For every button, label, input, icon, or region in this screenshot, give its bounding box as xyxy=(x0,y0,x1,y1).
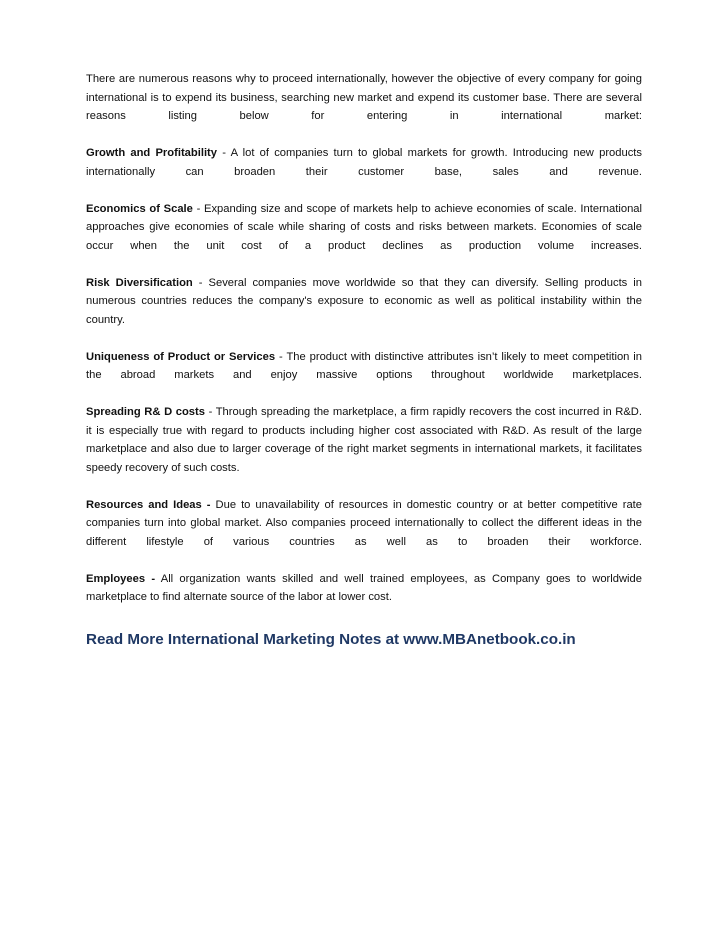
document-page xyxy=(86,70,642,651)
intro-paragraph: There are numerous reasons why to proceed internationally, however the objective of every company for going international is to expend its business, searching new market and expend its customer base. There are several reasons listing below for entering in international market: xyxy=(86,73,642,122)
section-text: Several companies move worldwide so that they can diversify. Selling products in numerous countries reduces the company's exposure to economic as well as political instability within the country. xyxy=(86,276,642,326)
section-growth-profitability xyxy=(86,144,642,181)
section-economics-of-scale xyxy=(86,200,642,256)
read-more-link[interactable]: Read More International Marketing Notes at www.MBAnetbook.co.in xyxy=(86,630,576,648)
section-risk-diversification xyxy=(86,274,642,330)
section-separator: - xyxy=(275,350,287,363)
section-text: Due to unavailability of resources in domestic country or at better competitive rate companies turn into global market. Also companies proceed internationally to collect the different ideas in the different lifestyle of various countries as well as to broaden their workforce. xyxy=(86,498,643,548)
section-heading: Growth and Profitability xyxy=(86,147,218,159)
section-spreading-rd-costs xyxy=(86,403,642,477)
section-separator: - xyxy=(204,406,216,418)
section-separator: - xyxy=(192,276,209,289)
section-text: A lot of companies turn to global markets for growth. Introducing new products internationally can broaden their customer base, sales and revenue. xyxy=(86,147,643,178)
section-separator: - xyxy=(192,202,204,215)
section-text: All organization wants skilled and well trained employees, as Company goes to worldwide marketplace to find alternate source of the labor at lower cost. xyxy=(86,572,642,603)
section-heading: Employees - xyxy=(86,572,156,585)
section-text: Through spreading the marketplace, a firm rapidly recovers the cost incurred in R&D. it is especially true with regard to products including higher cost associated with R&D. As result of the large marketplace and also due to larger coverage of the right market segments in international markets, it facilitates speedy recovery of such costs. xyxy=(86,406,642,474)
section-employees xyxy=(86,570,642,607)
section-heading: Risk Diversification xyxy=(86,276,193,289)
section-separator: - xyxy=(217,147,231,159)
section-heading: Uniqueness of Product or Services xyxy=(86,350,276,363)
section-text: The product with distinctive attributes isn’t likely to meet competition in the abroad markets and enjoy massive options throughout worldwide marketplaces. xyxy=(86,350,643,381)
section-heading: Spreading R& D costs xyxy=(86,406,205,418)
section-text: Expanding size and scope of markets help to achieve economies of scale. International approaches give economies of scale while sharing of costs and risks between markets. Economies of scale occur when the unit cost of a product declines as production volume increases. xyxy=(86,202,642,252)
section-resources-and-ideas xyxy=(86,496,642,552)
section-heading: Economics of Scale xyxy=(86,202,193,215)
section-heading: Resources and Ideas - xyxy=(86,498,211,511)
section-uniqueness-of-product xyxy=(86,348,642,385)
